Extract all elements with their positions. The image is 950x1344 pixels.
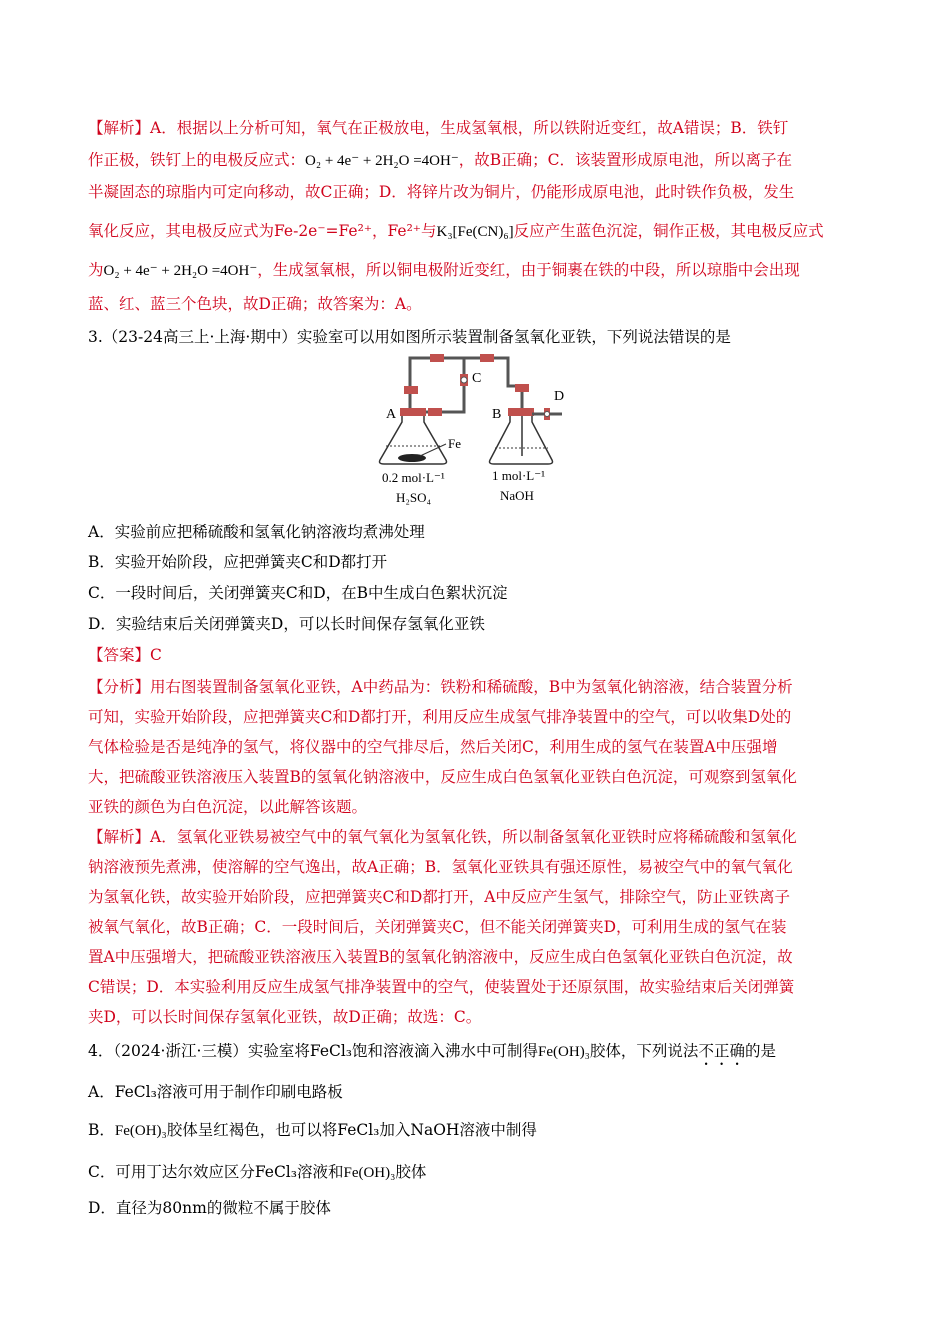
analysis1-line-6: 蓝、红、蓝三个色块，故D正确；故答案为：A。	[88, 295, 422, 313]
flask-a-concentration: 0.2 mol·L⁻¹	[382, 470, 445, 485]
analysis1-line-4: 氧化反应，其电极反应式为Fe-2e⁻=Fe²⁺，Fe²⁺与K₃[Fe(CN)₆]反应产生蓝色沉淀，铜作正极，其电极反应式	[88, 222, 824, 240]
label-c: C	[472, 371, 482, 386]
fe-oh3-formula: Fe(OH)₃	[538, 1044, 590, 1060]
label-b: B	[492, 407, 502, 422]
q3-analysis-line-2: 可知，实验开始阶段，应把弹簧夹C和D都打开，利用反应生成氢气排净装置中的空气，可以收集D处的	[88, 708, 792, 726]
electrode-equation: O₂ + 4e⁻ + 2H₂O =4OH⁻	[305, 153, 459, 169]
q3-analysis-line-3: 气体检验是否是纯净的氢气，将仪器中的空气排尽后，然后关闭C，利用生成的氢气在装置A中压强增	[88, 738, 778, 756]
q3-option-c: C．一段时间后，关闭弹簧夹C和D，在B中生成白色絮状沉淀	[88, 584, 508, 602]
q3-explain-line-7: 夹D，可以长时间保存氢氧化亚铁，故D正确；故选：C。	[88, 1008, 482, 1026]
q4-option-d: D．直径为80nm的微粒不属于胶体	[88, 1199, 331, 1217]
analysis1-line-1: 【解析】A．根据以上分析可知，氧气在正极放电，生成氢氧根，所以铁附近变红，故A错误；B．铁钉	[88, 119, 789, 137]
q3-explain-line-3: 为氢氧化铁，故实验开始阶段，应把弹簧夹C和D都打开，A中反应产生氢气，排除空气，防止亚铁离子	[88, 888, 790, 906]
label-a: A	[386, 407, 397, 422]
q3-answer: 【答案】C	[88, 646, 162, 664]
q3-analysis-line-1: 【分析】用右图装置制备氢氧化亚铁，A中药品为：铁粉和稀硫酸，B中为氢氧化钠溶液，结合装置分析	[88, 678, 793, 696]
analysis1-line-3: 半凝固态的琼脂内可定向移动，故C正确；D．将锌片改为铜片，仍能形成原电池，此时铁作负极，发生	[88, 183, 795, 201]
flask-a-solution: H₂SO₄	[396, 490, 432, 505]
q3-explain-line-1: 【解析】A．氢氧化亚铁易被空气中的氧气氧化为氢氧化铁，所以制备氢氧化亚铁时应将稀硫酸和氢氧化	[88, 828, 797, 846]
emphasis-not-correct: 不正确	[698, 1042, 745, 1060]
analysis1-line-5: 为O₂ + 4e⁻ + 2H₂O =4OH⁻，生成氢氧根，所以铜电极附近变红，由于铜裹在铁的中段，所以琼脂中会出现	[88, 261, 800, 279]
q3-explain-line-5: 置A中压强增大，把硫酸亚铁溶液压入装置B的氢氧化钠溶液中，反应生成白色氢氧化亚铁白色沉淀，故	[88, 948, 793, 966]
q3-option-b: B．实验开始阶段，应把弹簧夹C和D都打开	[88, 553, 388, 571]
analysis1-tag: 【解析】	[88, 119, 151, 137]
q3-explain-line-2: 钠溶液预先煮沸，使溶解的空气逸出，故A正确；B．氢氧化亚铁具有强还原性，易被空气中的氧气氧化	[88, 858, 793, 876]
analysis1-line-2: 作正极，铁钉上的电极反应式：O₂ + 4e⁻ + 2H₂O =4OH⁻，故B正确；C．该装置形成原电池，所以离子在	[88, 151, 793, 169]
flask-b-concentration: 1 mol·L⁻¹	[492, 468, 546, 483]
q3-analysis-line-4: 大，把硫酸亚铁溶液压入装置B的氢氧化钠溶液中，反应生成白色氢氧化亚铁白色沉淀，可观察到氢氧化	[88, 768, 797, 786]
label-fe: Fe	[448, 436, 461, 451]
apparatus-figure	[368, 352, 588, 512]
q4-option-c: C．可用丁达尔效应区分FeCl₃溶液和Fe(OH)₃胶体	[88, 1163, 427, 1181]
electrode-equation-2: O₂ + 4e⁻ + 2H₂O =4OH⁻	[103, 263, 258, 279]
question-4-stem: 4．（2024·浙江·三模）实验室将FeCl₃饱和溶液滴入沸水中可制得Fe(OH)₃胶体，下列说法不正确的是	[88, 1042, 776, 1060]
flask-b-solution: NaOH	[500, 488, 534, 503]
q4-option-b: B．Fe(OH)₃胶体呈红褐色，也可以将FeCl₃加入NaOH溶液中制得	[88, 1121, 537, 1139]
q4-option-a: A．FeCl₃溶液可用于制作印刷电路板	[88, 1083, 343, 1101]
q3-analysis-line-5: 亚铁的颜色为白色沉淀，以此解答该题。	[88, 798, 368, 816]
q3-explain-line-6: C错误；D．本实验利用反应生成氢气排净装置中的空气，使装置处于还原氛围，故实验结束后关闭弹簧	[88, 978, 795, 996]
q3-explain-line-4: 被氧气氧化，故B正确；C．一段时间后，关闭弹簧夹C，但不能关闭弹簧夹D，可利用生成的氢气在装	[88, 918, 787, 936]
fe-oh3-formula: Fe(OH)₃	[114, 1123, 167, 1139]
label-d: D	[554, 389, 565, 404]
ferricyanide-formula: K₃[Fe(CN)₆]	[436, 224, 514, 240]
fe-oh3-formula: Fe(OH)₃	[343, 1165, 396, 1181]
q3-option-a: A．实验前应把稀硫酸和氢氧化钠溶液均煮沸处理	[88, 523, 425, 541]
q3-option-d: D．实验结束后关闭弹簧夹D，可以长时间保存氢氧化亚铁	[88, 615, 485, 633]
question-3-stem: 3.（23-24高三上·上海·期中）实验室可以用如图所示装置制备氢氧化亚铁，下列说法错误的是	[88, 328, 731, 346]
